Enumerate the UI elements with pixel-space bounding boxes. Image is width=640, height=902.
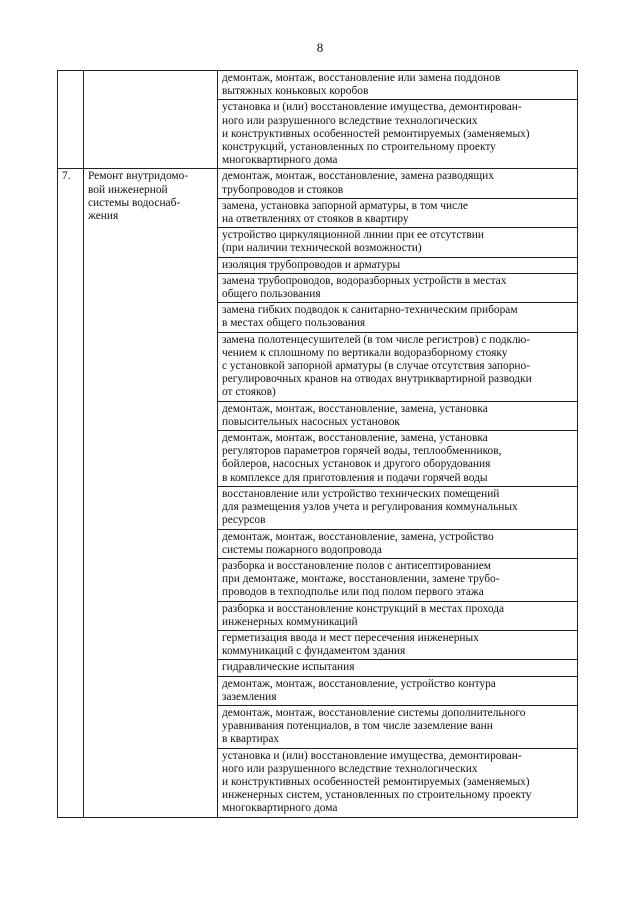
section-name-cell-empty	[84, 71, 218, 169]
work-item-cell	[218, 401, 578, 430]
work-item-cell	[218, 705, 578, 748]
work-item-text: демонтаж, монтаж, восстановление, устройство контура заземления	[222, 677, 496, 703]
work-item-text: демонтаж, монтаж, восстановление, замена, установка повысительных насосных установок	[222, 402, 488, 428]
work-item-cell	[218, 529, 578, 558]
work-item-text: замена трубопроводов, водоразборных устройств в местах общего пользования	[222, 274, 507, 301]
work-item-text: разборка и восстановление полов с антисептированием при демонтаже, монтаже, восстановлении, замене трубо- проводов в техподполье или под полом первого этажа	[222, 559, 500, 599]
work-item-text: замена гибких подводок к санитарно-техническим приборам в местах общего пользования	[222, 304, 518, 330]
work-item-cell	[218, 486, 578, 529]
work-item-cell	[218, 431, 578, 487]
work-item-cell	[218, 169, 578, 198]
works-table-body	[58, 71, 578, 818]
work-item-cell	[218, 198, 578, 227]
work-item-text: восстановление или устройство технических помещений для размещения узлов учета и регулирования коммунальных ресурсов	[222, 487, 518, 527]
row-number-cell-empty	[58, 71, 84, 169]
work-item-cell	[218, 630, 578, 659]
work-item-text: демонтаж, монтаж, восстановление, замена, установка регуляторов параметров горячей воды, теплообменников, бойлеров, насосных установок и другого оборудования в комплексе для приготовления и подачи горячей воды	[222, 432, 502, 484]
section-name: Ремонт внутридомо- вой инженерной системы водоснаб- жения	[88, 170, 189, 223]
work-item-cell	[218, 748, 578, 817]
work-item-cell	[218, 100, 578, 169]
table-row	[58, 71, 578, 100]
work-item-cell	[218, 332, 578, 401]
work-item-text: установка и (или) восстановление имущества, демонтирован- ного или разрушенного вследствие технологических и конструктивных особенностей ремонтируемых (заменяемых) инженерных систем, установленных по строительному проекту многоквартирного дома	[222, 749, 532, 815]
work-item-cell	[218, 303, 578, 332]
work-item-text: установка и (или) восстановление имущества, демонтирован- ного или разрушенного вследствие технологических и конструктивных особенностей ремонтируемых (заменяемых) конструкций, установленных по строительному проекту многоквартирного дома	[222, 101, 530, 167]
work-item-text: разборка и восстановление конструкций в местах прохода инженерных коммуникаций	[222, 602, 505, 628]
work-item-text: демонтаж, монтаж, восстановление, замена, устройство системы пожарного водопровода	[222, 530, 494, 556]
work-item-cell	[218, 273, 578, 302]
page-number: 8	[316, 40, 324, 55]
work-item-cell	[218, 257, 578, 273]
section-name-cell	[84, 169, 218, 817]
work-item-text: герметизация ввода и мест пересечения инженерных коммуникаций с фундаментом здания	[222, 631, 479, 658]
work-item-cell	[218, 676, 578, 705]
work-item-text: демонтаж, монтаж, восстановление, замена разводящих трубопроводов и стояков	[222, 170, 494, 196]
work-item-cell	[218, 660, 578, 676]
work-item-cell	[218, 601, 578, 630]
work-item-text: демонтаж, монтаж, восстановление системы дополнительного уравнивания потенциалов, в том числе заземление ванн в квартирах	[222, 706, 526, 746]
work-item-text: замена полотенцесушителей (в том числе регистров) с подклю- чением к сплошному по вертикали водоразборному стояку с установкой запорной арматуры (в случае отсутствия запорно- регулировочных кранов на отводах внутриквартирной разводки от стояков)	[222, 333, 532, 399]
work-item-text: устройство циркуляционной линии при ее отсутствии (при наличии технической возможности)	[222, 229, 484, 255]
work-item-cell	[218, 71, 578, 100]
table-row	[58, 169, 578, 198]
works-table	[57, 70, 578, 818]
work-item-text: замена, установка запорной арматуры, в том числе на ответвлениях от стояков в квартиру	[222, 199, 468, 226]
work-item-cell	[218, 228, 578, 257]
work-item-text: изоляция трубопроводов и арматуры	[222, 258, 401, 271]
section-number: 7.	[62, 170, 71, 183]
work-item-text: гидравлические испытания	[222, 661, 355, 674]
work-item-text: демонтаж, монтаж, восстановление или замена поддонов вытяжных коньковых коробов	[222, 72, 501, 98]
work-item-cell	[218, 558, 578, 601]
section-number-cell	[58, 169, 84, 817]
